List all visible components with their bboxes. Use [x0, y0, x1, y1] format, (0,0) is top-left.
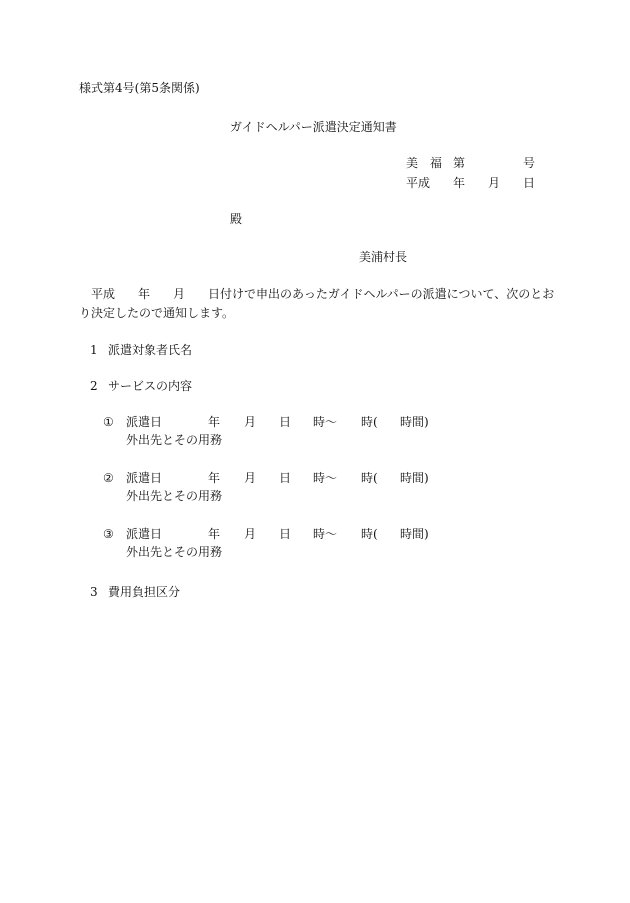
entry-mark: ①	[103, 415, 114, 429]
reference-part-3: 第	[453, 156, 466, 170]
date-year: 年	[453, 176, 466, 190]
dispatch-year: 年	[208, 527, 221, 541]
form-number: 様式第4号(第5条関係)	[79, 81, 200, 95]
reference-part-4: 号	[523, 156, 536, 170]
entry-mark: ③	[103, 527, 114, 541]
time-to: 時(	[361, 415, 378, 429]
entry-mark: ②	[103, 471, 114, 485]
section-number: 1	[90, 343, 98, 357]
dispatch-day: 日	[279, 527, 292, 541]
section-label: 費用負担区分	[108, 585, 181, 599]
total-hours: 時間)	[400, 527, 429, 541]
section-number: 2	[90, 379, 98, 393]
total-hours: 時間)	[400, 415, 429, 429]
addressee-suffix: 殿	[230, 212, 243, 226]
time-from: 時～	[313, 527, 338, 541]
purpose-label: 外出先とその用務	[126, 545, 223, 559]
dispatch-month: 月	[244, 415, 257, 429]
total-hours: 時間)	[400, 471, 429, 485]
dispatch-date-label: 派遣日	[126, 415, 163, 429]
issuer: 美浦村長	[359, 250, 408, 264]
date-era: 平成	[406, 176, 431, 190]
dispatch-date-label: 派遣日	[126, 471, 163, 485]
body-era: 平成	[91, 287, 116, 301]
dispatch-date-label: 派遣日	[126, 527, 163, 541]
purpose-label: 外出先とその用務	[126, 489, 223, 503]
date-day: 日	[523, 176, 536, 190]
dispatch-year: 年	[208, 471, 221, 485]
dispatch-month: 月	[244, 527, 257, 541]
dispatch-day: 日	[279, 415, 292, 429]
time-to: 時(	[361, 527, 378, 541]
body-continuation: り決定したので通知します。	[79, 306, 235, 320]
body-text: 日付けで申出のあったガイドヘルパーの派遣について、次のとお	[208, 287, 555, 301]
reference-part-2: 福	[430, 156, 443, 170]
dispatch-month: 月	[244, 471, 257, 485]
body-year: 年	[138, 287, 151, 301]
time-from: 時～	[313, 415, 338, 429]
time-to: 時(	[361, 471, 378, 485]
dispatch-year: 年	[208, 415, 221, 429]
reference-part-1: 美	[406, 156, 419, 170]
section-number: 3	[90, 585, 98, 599]
document-title: ガイドヘルパー派遣決定通知書	[230, 120, 397, 134]
dispatch-day: 日	[279, 471, 292, 485]
section-label: サービスの内容	[108, 379, 193, 393]
purpose-label: 外出先とその用務	[126, 433, 223, 447]
section-label: 派遣対象者氏名	[108, 343, 193, 357]
body-month: 月	[173, 287, 186, 301]
date-month: 月	[488, 176, 501, 190]
time-from: 時～	[313, 471, 338, 485]
